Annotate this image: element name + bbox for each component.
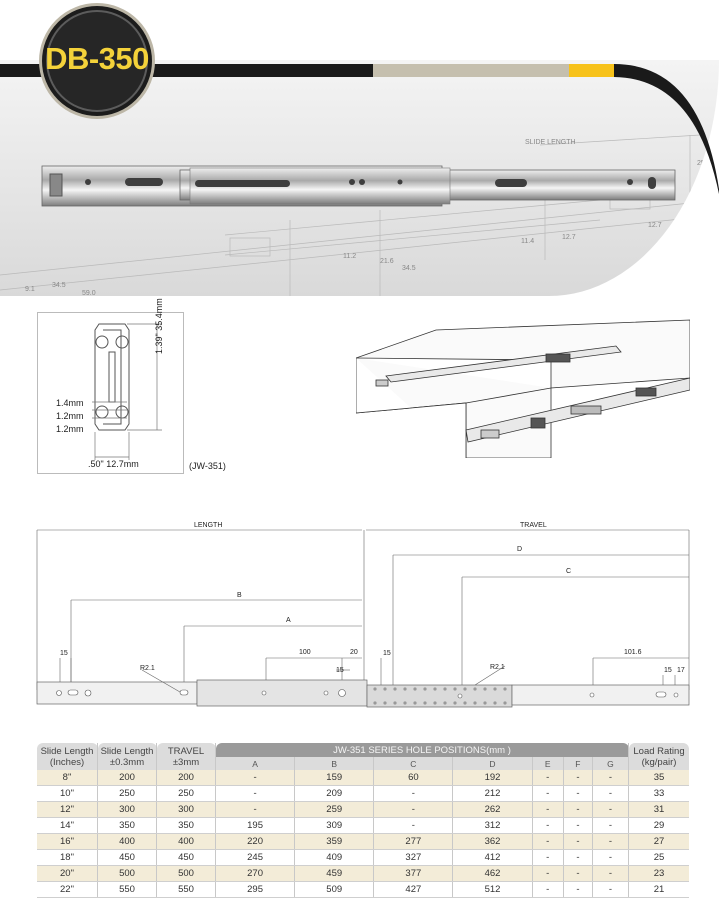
col-header-load-rating: Load Rating (kg/pair)	[629, 743, 690, 770]
dim-15-d: 15	[664, 667, 672, 674]
dim-travel: TRAVEL	[520, 522, 547, 529]
cell-hole-d: 412	[453, 850, 532, 866]
cell-hole-b: 259	[295, 802, 374, 818]
photo-label-34-5b: 34.5	[52, 282, 66, 289]
cell-hole-b: 509	[295, 882, 374, 898]
col-header-d: D	[453, 757, 532, 770]
cell-hole-g: -	[592, 866, 628, 882]
dim-15-c: 15	[383, 650, 391, 657]
col-header-c: C	[374, 757, 453, 770]
cell-load-rating: 25	[629, 850, 690, 866]
cell-hole-f: -	[563, 850, 592, 866]
cell-hole-c: -	[374, 786, 453, 802]
cell-slide-inches: 12"	[37, 802, 98, 818]
table-row	[37, 818, 689, 834]
cell-hole-c: 377	[374, 866, 453, 882]
cell-hole-b: 209	[295, 786, 374, 802]
cell-hole-a: -	[216, 786, 295, 802]
cell-hole-e: -	[532, 834, 563, 850]
cell-hole-b: 459	[295, 866, 374, 882]
dim-15-b: 15	[336, 667, 344, 674]
dimension-diagram	[30, 520, 695, 715]
thickness-label-3: 1.2mm	[56, 424, 84, 434]
cell-hole-g: -	[592, 770, 628, 786]
col-header-travel: TRAVEL ±3mm	[157, 743, 216, 770]
cell-hole-e: -	[532, 770, 563, 786]
col-header-f: F	[563, 757, 592, 770]
photo-label-9-1: 9.1	[25, 286, 35, 293]
cell-slide-inches: 10"	[37, 786, 98, 802]
cell-hole-d: 262	[453, 802, 532, 818]
cell-hole-d: 462	[453, 866, 532, 882]
model-reference: (JW-351)	[189, 461, 226, 471]
cell-slide-inches: 16"	[37, 834, 98, 850]
dim-20: 20	[350, 649, 358, 656]
cell-travel: 300	[157, 802, 216, 818]
dim-15-a: 15	[60, 650, 68, 657]
cell-hole-g: -	[592, 834, 628, 850]
thickness-label-2: 1.2mm	[56, 411, 84, 421]
drawer-slide-photo	[40, 160, 680, 220]
cell-hole-g: -	[592, 818, 628, 834]
cell-hole-e: -	[532, 850, 563, 866]
cell-hole-d: 212	[453, 786, 532, 802]
cell-travel: 400	[157, 834, 216, 850]
photo-label-slide-length: SLIDE LENGTH	[525, 139, 576, 146]
cell-hole-g: -	[592, 786, 628, 802]
cell-hole-f: -	[563, 882, 592, 898]
photo-label-59: 59.0	[82, 290, 96, 296]
cell-slide-inches: 22"	[37, 882, 98, 898]
cell-hole-e: -	[532, 882, 563, 898]
cell-travel: 500	[157, 866, 216, 882]
table-row	[37, 850, 689, 866]
cell-travel: 550	[157, 882, 216, 898]
cell-hole-a: 220	[216, 834, 295, 850]
cell-travel: 200	[157, 770, 216, 786]
col-header-g: G	[592, 757, 628, 770]
cell-hole-e: -	[532, 802, 563, 818]
cell-load-rating: 35	[629, 770, 690, 786]
cell-travel: 350	[157, 818, 216, 834]
photo-label-11-4: 11.4	[521, 238, 535, 245]
col-header-slide-mm: Slide Length ±0.3mm	[98, 743, 157, 770]
table-row	[37, 786, 689, 802]
cell-load-rating: 23	[629, 866, 690, 882]
cell-hole-g: -	[592, 802, 628, 818]
cell-hole-d: 192	[453, 770, 532, 786]
dim-a: A	[286, 617, 291, 624]
col-header-e: E	[532, 757, 563, 770]
thickness-label-1: 1.4mm	[56, 398, 84, 408]
cell-hole-d: 312	[453, 818, 532, 834]
cell-load-rating: 31	[629, 802, 690, 818]
cell-hole-f: -	[563, 802, 592, 818]
cell-hole-b: 159	[295, 770, 374, 786]
dim-r2-1-a: R2.1	[140, 665, 155, 672]
cross-section-width-label: .50" 12.7mm	[88, 459, 139, 469]
cell-hole-e: -	[532, 866, 563, 882]
dim-101-6: 101.6	[624, 649, 642, 656]
cell-load-rating: 33	[629, 786, 690, 802]
col-header-b: B	[295, 757, 374, 770]
cell-hole-f: -	[563, 866, 592, 882]
cell-hole-f: -	[563, 834, 592, 850]
cell-slide-mm: 300	[98, 802, 157, 818]
col-header-hole-positions: JW-351 SERIES HOLE POSITIONS(mm )	[216, 743, 629, 757]
col-header-a: A	[216, 757, 295, 770]
cell-hole-e: -	[532, 818, 563, 834]
specification-table-body	[37, 770, 689, 898]
cross-section-height-label: 1.39" 35.4mm	[154, 298, 164, 354]
col-header-slide-inches: Slide Length (Inches)	[37, 743, 98, 770]
cell-slide-mm: 200	[98, 770, 157, 786]
dim-b: B	[237, 592, 242, 599]
cell-hole-c: 327	[374, 850, 453, 866]
cell-hole-a: 295	[216, 882, 295, 898]
cell-load-rating: 27	[629, 834, 690, 850]
cell-travel: 450	[157, 850, 216, 866]
photo-label-12-7b: 12.7	[648, 222, 662, 229]
specification-table	[37, 743, 689, 898]
cell-slide-mm: 350	[98, 818, 157, 834]
cell-travel: 250	[157, 786, 216, 802]
dim-d: D	[517, 546, 523, 553]
cell-hole-e: -	[532, 786, 563, 802]
dim-length: LENGTH	[194, 522, 223, 529]
cell-slide-mm: 500	[98, 866, 157, 882]
cell-load-rating: 21	[629, 882, 690, 898]
table-row	[37, 770, 689, 786]
photo-label-11-2: 11.2	[343, 253, 357, 260]
dim-100: 100	[299, 649, 311, 656]
cell-hole-a: 195	[216, 818, 295, 834]
photo-label-34-5: 34.5	[402, 265, 416, 272]
cell-slide-inches: 18"	[37, 850, 98, 866]
model-badge-text: DB-350	[45, 41, 149, 76]
photo-label-25: 25.0	[697, 160, 711, 167]
cell-hole-b: 409	[295, 850, 374, 866]
cell-hole-a: 245	[216, 850, 295, 866]
table-row	[37, 882, 689, 898]
cell-hole-c: 427	[374, 882, 453, 898]
cell-hole-c: -	[374, 802, 453, 818]
cell-hole-f: -	[563, 818, 592, 834]
cell-hole-a: 270	[216, 866, 295, 882]
photo-label-21-6: 21.6	[380, 258, 394, 265]
cell-hole-a: -	[216, 770, 295, 786]
cell-hole-d: 362	[453, 834, 532, 850]
cell-slide-mm: 250	[98, 786, 157, 802]
drawer-installation-illustration	[356, 318, 690, 458]
cell-hole-g: -	[592, 882, 628, 898]
cell-hole-f: -	[563, 786, 592, 802]
cell-load-rating: 29	[629, 818, 690, 834]
cell-hole-d: 512	[453, 882, 532, 898]
cell-hole-b: 359	[295, 834, 374, 850]
dim-c: C	[566, 568, 572, 575]
cell-slide-mm: 550	[98, 882, 157, 898]
table-row	[37, 802, 689, 818]
cell-slide-inches: 8"	[37, 770, 98, 786]
header-bar-beige	[373, 64, 569, 77]
cell-hole-c: 277	[374, 834, 453, 850]
header-bar-curve	[600, 64, 719, 194]
cell-hole-a: -	[216, 802, 295, 818]
cell-hole-g: -	[592, 850, 628, 866]
cell-slide-mm: 450	[98, 850, 157, 866]
table-row	[37, 834, 689, 850]
cell-hole-c: -	[374, 818, 453, 834]
cell-hole-b: 309	[295, 818, 374, 834]
table-row	[37, 866, 689, 882]
photo-label-12-7a: 12.7	[562, 234, 576, 241]
cell-slide-inches: 20"	[37, 866, 98, 882]
cell-hole-c: 60	[374, 770, 453, 786]
cell-slide-inches: 14"	[37, 818, 98, 834]
cell-hole-f: -	[563, 770, 592, 786]
cell-slide-mm: 400	[98, 834, 157, 850]
dim-17: 17	[677, 667, 685, 674]
dim-r2-1-b: R2.1	[490, 664, 505, 671]
